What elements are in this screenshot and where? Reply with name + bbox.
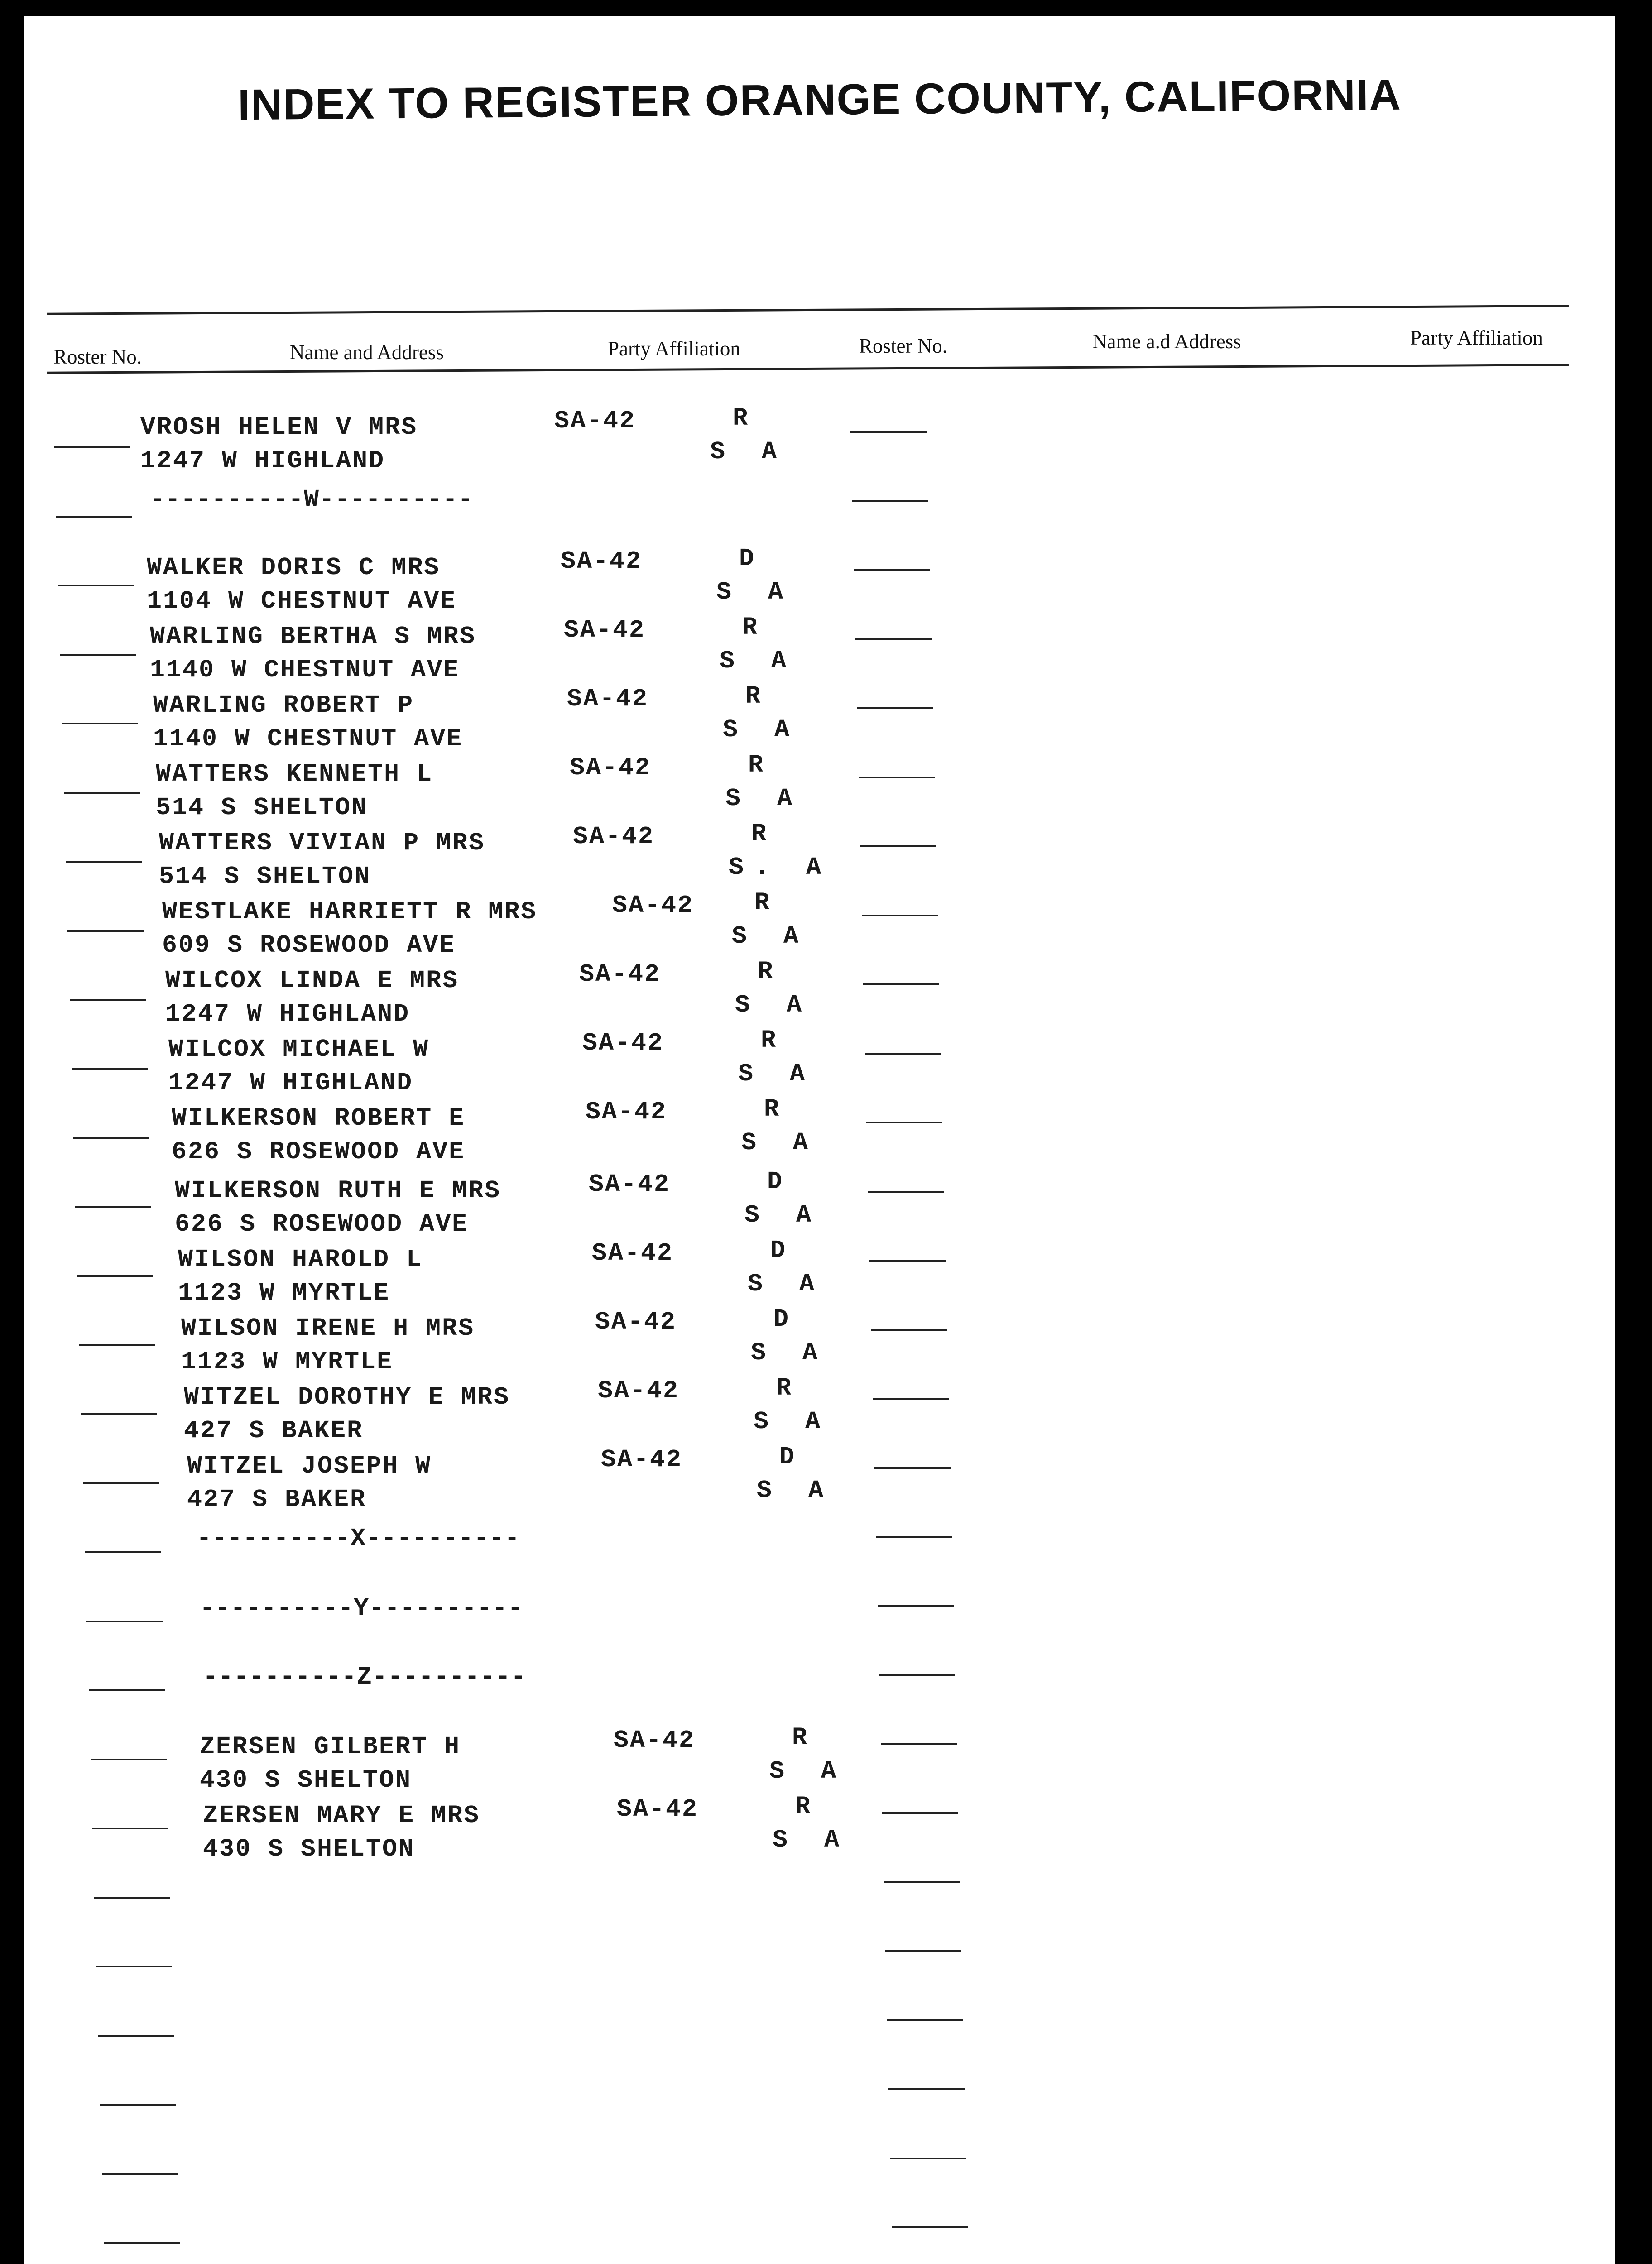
- roster-number-blank-left: [86, 1621, 163, 1622]
- precinct-code: SA-42: [561, 547, 643, 576]
- roster-number-blank-right: [887, 2019, 963, 2021]
- county-code: S A: [754, 1407, 831, 1436]
- roster-number-blank-right: [859, 777, 935, 778]
- roster-number-blank-right: [854, 569, 930, 571]
- voter-address: 1247 W HIGHLAND: [165, 1000, 410, 1028]
- roster-number-blank-right: [863, 983, 939, 985]
- roster-number-blank-left: [94, 1897, 170, 1899]
- precinct-code: SA-42: [595, 1308, 677, 1336]
- precinct-code: SA-42: [579, 960, 661, 988]
- party-affiliation: D: [770, 1236, 797, 1265]
- precinct-code: SA-42: [589, 1170, 671, 1199]
- voter-address: 626 S ROSEWOOD AVE: [175, 1210, 469, 1238]
- party-affiliation: R: [776, 1374, 802, 1402]
- roster-number-blank-right: [879, 1674, 955, 1676]
- county-code: S A: [723, 715, 801, 744]
- roster-number-blank-left: [91, 1759, 167, 1760]
- roster-number-blank-right: [866, 1122, 942, 1123]
- voter-address: 1123 W MYRTLE: [178, 1279, 390, 1307]
- roster-number-blank-right: [874, 1467, 951, 1469]
- party-affiliation: R: [758, 957, 784, 986]
- party-affiliation: R: [761, 1026, 787, 1055]
- roster-number-blank-left: [81, 1413, 157, 1415]
- voter-name: WITZEL DOROTHY E MRS: [184, 1383, 510, 1411]
- roster-number-blank-right: [882, 1812, 958, 1814]
- county-code: S A: [720, 647, 797, 675]
- voter-name: WARLING ROBERT P: [153, 691, 414, 719]
- precinct-code: SA-42: [564, 616, 646, 644]
- precinct-code: SA-42: [592, 1239, 674, 1267]
- voter-name: WATTERS VIVIAN P MRS: [159, 829, 485, 857]
- voter-name: WESTLAKE HARRIETT R MRS: [162, 897, 538, 926]
- roster-number-blank-right: [876, 1536, 952, 1538]
- roster-number-blank-left: [66, 861, 142, 863]
- roster-number-blank-right: [868, 1191, 944, 1193]
- precinct-code: SA-42: [567, 685, 649, 713]
- roster-number-blank-right: [873, 1398, 949, 1400]
- party-affiliation: R: [748, 751, 774, 779]
- roster-number-blank-right: [884, 1881, 960, 1883]
- roster-number-blank-left: [73, 1137, 149, 1139]
- roster-number-blank-left: [89, 1689, 165, 1691]
- voter-name: VROSH HELEN V MRS: [140, 413, 418, 441]
- party-affiliation: R: [751, 820, 778, 848]
- roster-number-blank-right: [888, 2088, 965, 2090]
- voter-address: 1104 W CHESTNUT AVE: [147, 587, 457, 615]
- letter-divider: ----------W----------: [150, 485, 474, 514]
- voter-name: WILSON IRENE H MRS: [181, 1314, 475, 1343]
- voter-name: WILKERSON ROBERT E: [172, 1104, 466, 1132]
- voter-address: 1140 W CHESTNUT AVE: [150, 656, 460, 684]
- letter-divider: ----------Y----------: [200, 1594, 523, 1622]
- roster-number-blank-left: [92, 1828, 168, 1829]
- precinct-code: SA-42: [601, 1445, 683, 1474]
- voter-address: 626 S ROSEWOOD AVE: [172, 1137, 466, 1166]
- county-code: S A: [748, 1270, 826, 1298]
- county-code: S A: [744, 1201, 822, 1229]
- voter-name: WITZEL JOSEPH W: [187, 1452, 432, 1480]
- voter-address: 514 S SHELTON: [156, 793, 368, 822]
- roster-number-blank-left: [54, 446, 130, 448]
- voter-address: 430 S SHELTON: [203, 1835, 415, 1863]
- party-affiliation: D: [767, 1167, 793, 1196]
- voter-name: WILSON HAROLD L: [178, 1245, 423, 1274]
- party-affiliation: R: [745, 682, 772, 710]
- precinct-code: SA-42: [573, 822, 655, 851]
- voter-address: 514 S SHELTON: [159, 862, 371, 891]
- page-title: INDEX TO REGISTER ORANGE COUNTY, CALIFORNIA: [237, 70, 1402, 130]
- voter-address: 609 S ROSEWOOD AVE: [162, 931, 456, 959]
- header-name-right: Name a.d Address: [1092, 330, 1241, 353]
- roster-number-blank-right: [878, 1605, 954, 1607]
- voter-name: WILKERSON RUTH E MRS: [175, 1176, 501, 1205]
- county-code: S A: [741, 1128, 819, 1157]
- roster-number-blank-right: [850, 431, 927, 433]
- county-code: S A: [769, 1757, 847, 1785]
- roster-number-blank-left: [77, 1275, 153, 1277]
- header-party-left: Party Affiliation: [608, 337, 740, 360]
- roster-number-blank-left: [102, 2173, 178, 2175]
- voter-address: 1140 W CHESTNUT AVE: [153, 724, 463, 753]
- voter-address: 427 S BAKER: [187, 1485, 367, 1514]
- voter-name: WARLING BERTHA S MRS: [150, 622, 476, 651]
- county-code: S A: [732, 922, 810, 950]
- roster-number-blank-right: [865, 1053, 941, 1055]
- voter-name: WILCOX LINDA E MRS: [165, 966, 459, 995]
- voter-name: ZERSEN GILBERT H: [200, 1732, 461, 1761]
- party-affiliation: R: [795, 1792, 821, 1821]
- party-affiliation: D: [739, 544, 765, 573]
- letter-divider: ----------Z----------: [203, 1663, 527, 1691]
- roster-number-blank-left: [70, 999, 146, 1001]
- roster-number-blank-right: [852, 500, 928, 502]
- voter-address: 1247 W HIGHLAND: [168, 1069, 413, 1097]
- roster-number-blank-left: [58, 585, 134, 586]
- header-party-right: Party Affiliation: [1410, 326, 1543, 349]
- header-name-left: Name and Address: [290, 341, 444, 364]
- roster-number-blank-right: [881, 1743, 957, 1745]
- roster-number-blank-left: [83, 1482, 159, 1484]
- roster-number-blank-left: [100, 2104, 176, 2106]
- precinct-code: SA-42: [614, 1726, 696, 1755]
- county-code: S A: [725, 784, 803, 813]
- roster-number-blank-right: [892, 2226, 968, 2228]
- roster-number-blank-right: [862, 915, 938, 916]
- roster-number-blank-left: [104, 2242, 180, 2244]
- roster-number-blank-left: [56, 516, 132, 518]
- roster-number-blank-left: [67, 930, 144, 932]
- county-code: S A: [710, 437, 788, 466]
- roster-number-blank-left: [96, 1966, 172, 1967]
- voter-name: WATTERS KENNETH L: [156, 760, 433, 788]
- header-roster-left: Roster No.: [53, 345, 142, 368]
- voter-name: ZERSEN MARY E MRS: [203, 1801, 480, 1830]
- precinct-code: SA-42: [586, 1098, 668, 1126]
- roster-number-blank-left: [98, 2035, 174, 2037]
- county-code: S A: [751, 1338, 829, 1367]
- roster-number-blank-left: [79, 1344, 155, 1346]
- precinct-code: SA-42: [582, 1029, 664, 1057]
- precinct-code: SA-42: [617, 1795, 699, 1823]
- county-code: S A: [773, 1826, 850, 1854]
- roster-number-blank-left: [75, 1206, 151, 1208]
- header-roster-right: Roster No.: [859, 335, 947, 357]
- county-code: S A: [716, 578, 794, 606]
- header-rule-top: [47, 305, 1569, 315]
- roster-number-blank-right: [890, 2158, 966, 2159]
- register-page: [24, 16, 1615, 2264]
- precinct-code: SA-42: [554, 407, 636, 435]
- precinct-code: SA-42: [598, 1377, 680, 1405]
- voter-address: 1123 W MYRTLE: [181, 1348, 394, 1376]
- voter-name: WILCOX MICHAEL W: [168, 1035, 430, 1064]
- roster-number-blank-right: [860, 845, 936, 847]
- party-affiliation: D: [773, 1305, 800, 1333]
- roster-number-blank-left: [72, 1068, 148, 1070]
- precinct-code: SA-42: [570, 753, 652, 782]
- party-affiliation: R: [754, 888, 781, 917]
- voter-address: 430 S SHELTON: [200, 1766, 412, 1794]
- party-affiliation: D: [779, 1443, 806, 1471]
- party-affiliation: R: [733, 404, 759, 432]
- roster-number-blank-left: [64, 792, 140, 794]
- county-code: S A: [735, 991, 813, 1019]
- county-code: S A: [757, 1476, 835, 1505]
- roster-number-blank-right: [869, 1260, 946, 1262]
- party-affiliation: R: [792, 1723, 818, 1752]
- roster-number-blank-right: [885, 1950, 961, 1952]
- roster-number-blank-left: [62, 723, 138, 724]
- county-code: S A: [738, 1060, 816, 1088]
- roster-number-blank-right: [855, 638, 932, 640]
- roster-number-blank-left: [85, 1551, 161, 1553]
- roster-number-blank-left: [60, 654, 136, 656]
- county-code: S. A: [729, 853, 832, 882]
- voter-name: WALKER DORIS C MRS: [147, 553, 441, 582]
- header-rule-bottom: [47, 364, 1569, 374]
- voter-address: 1247 W HIGHLAND: [140, 446, 385, 475]
- precinct-code: SA-42: [612, 891, 694, 920]
- roster-number-blank-right: [871, 1329, 947, 1331]
- voter-address: 427 S BAKER: [184, 1416, 364, 1445]
- party-affiliation: R: [764, 1095, 790, 1123]
- letter-divider: ----------X----------: [197, 1524, 520, 1553]
- roster-number-blank-right: [857, 707, 933, 709]
- party-affiliation: R: [742, 613, 768, 642]
